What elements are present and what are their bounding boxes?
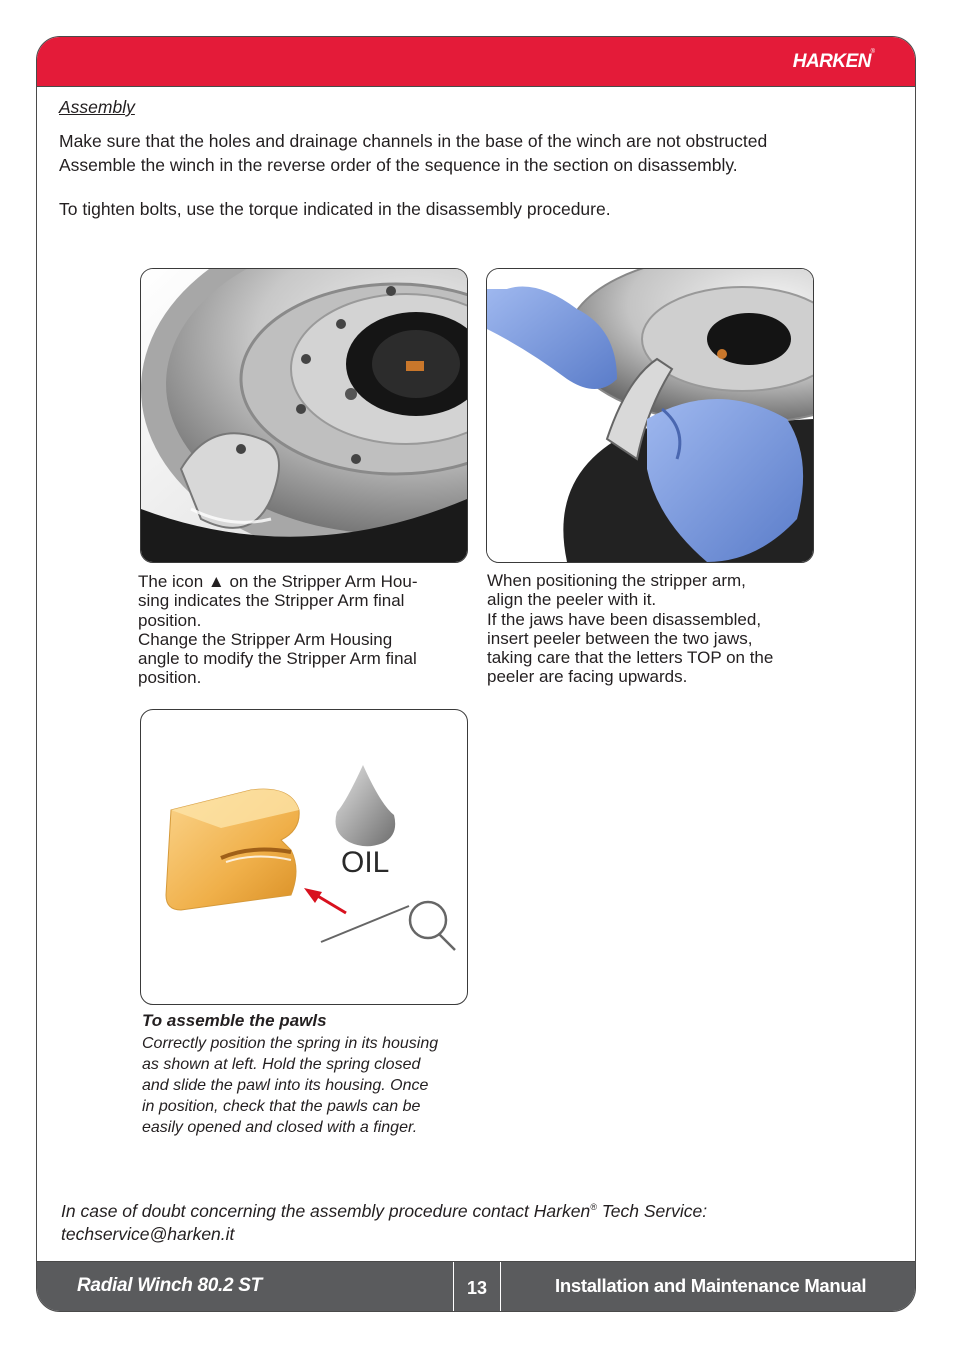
pawl-instructions (142, 1033, 472, 1138)
contact-email[interactable]: techservice@harken.it (61, 1223, 235, 1244)
stripper-arm-positioning-photo (486, 268, 814, 563)
peeler-alignment-caption (487, 571, 773, 687)
caption-left-line: position. (138, 610, 202, 630)
torque-note: To tighten bolts, use the torque indicated in the disassembly procedure. (59, 199, 611, 219)
contact-text-b: Tech Service: (596, 1200, 708, 1221)
caption-left-line: The icon ▲ on the Stripper Arm Hou- (138, 572, 418, 591)
caption-right-line: If the jaws have been disassembled, (487, 609, 762, 629)
tech-service-contact (61, 1196, 707, 1246)
stripper-arm-icon-caption (138, 572, 418, 688)
caption-right-line: When positioning the stripper arm, (487, 571, 746, 590)
intro-line-1: Make sure that the holes and drainage channels in the base of the winch are not obstructed (59, 131, 768, 151)
caption-right-line: taking care that the letters TOP on the (487, 648, 774, 668)
header-bar (37, 37, 915, 87)
caption-left-line: Change the Stripper Arm Housing (138, 629, 393, 649)
caption-right-line: align the peeler with it. (487, 590, 657, 610)
caption-right-line: insert peeler between the two jaws, (487, 628, 753, 648)
footer-bar (37, 1261, 915, 1311)
registered-mark: ® (590, 1202, 597, 1212)
pawl-instruction-line: Correctly position the spring in its housing (142, 1035, 439, 1052)
page-number: 13 (453, 1262, 501, 1311)
pawl-section-title: To assemble the pawls (142, 1011, 327, 1030)
caption-left-line: position. (138, 668, 202, 688)
pawl-instruction-line: as shown at left. Hold the spring closed (142, 1056, 421, 1073)
pawl-instruction-line: and slide the pawl into its housing. Once (142, 1077, 429, 1094)
contact-text-a: In case of doubt concerning the assembly procedure contact Harken (61, 1200, 591, 1221)
intro-text (59, 130, 767, 177)
caption-right-line: peeler are facing upwards. (487, 667, 688, 687)
caption-left-line: sing indicates the Stripper Arm final (138, 591, 405, 611)
intro-line-2: Assemble the winch in the reverse order of the sequence in the section on disassembly. (59, 154, 738, 175)
caption-left-line: angle to modify the Stripper Arm final (138, 649, 417, 669)
stripper-arm-housing-photo (140, 268, 468, 563)
harken-logo: HARKEN (792, 51, 871, 72)
logo-registered-mark: ® (870, 49, 875, 55)
pawl-assembly-illustration (140, 709, 468, 1005)
pawl-instruction-line: easily opened and closed with a finger. (142, 1119, 418, 1136)
footer-manual-title: Installation and Maintenance Manual (555, 1275, 867, 1296)
footer-product-title: Radial Winch 80.2 ST (77, 1275, 262, 1296)
section-title: Assembly (59, 97, 135, 117)
oil-label: OIL (341, 846, 390, 879)
pawl-instruction-line: in position, check that the pawls can be (142, 1098, 421, 1115)
contact-line-1 (61, 1196, 707, 1223)
